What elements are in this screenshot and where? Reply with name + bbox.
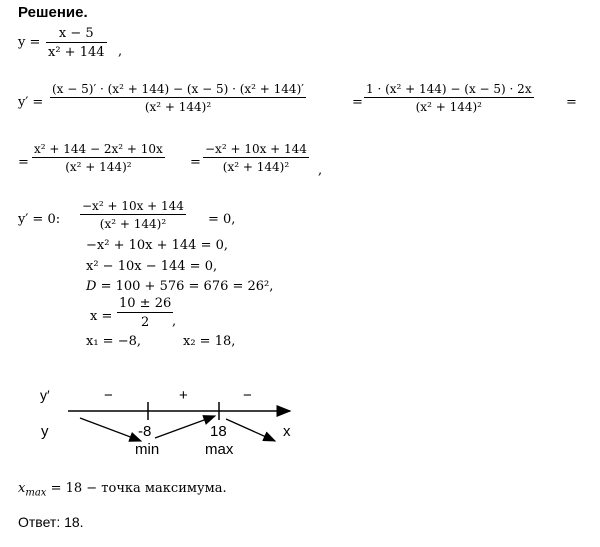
simplified-fraction-2 <box>203 142 309 174</box>
point-minus-8: -8 <box>138 423 152 440</box>
fraction-bar <box>364 97 534 98</box>
simplified-numerator-1: x² + 144 − 2x² + 10x <box>34 142 163 156</box>
equation-fraction <box>80 199 186 231</box>
equals-sign: = <box>566 95 577 110</box>
simplified-numerator-2: −x² + 10x + 144 <box>205 142 307 156</box>
simplified-fraction-1 <box>32 142 165 174</box>
answer: Ответ: 18. <box>18 514 84 530</box>
derivative-fraction-2 <box>364 82 534 114</box>
equation-numerator: −x² + 10x + 144 <box>82 199 184 213</box>
derivative-denominator-1: (x² + 144)² <box>144 100 212 114</box>
derivative-numerator-1: (x − 5)′ · (x² + 144) − (x − 5) · (x² + 144)′ <box>52 82 304 96</box>
derivative-fraction-1 <box>50 82 306 114</box>
function-numerator: x − 5 <box>58 26 94 41</box>
derivative-denominator-2: (x² + 144)² <box>415 100 482 114</box>
function-lhs: y = <box>18 35 41 50</box>
fraction-bar <box>46 42 107 43</box>
fraction-bar <box>50 97 306 98</box>
derivative-lhs: y′ = <box>18 95 44 110</box>
equation-line-3: x² − 10x − 144 = 0, <box>86 259 218 274</box>
result-variable: x <box>18 481 26 496</box>
fraction-bar <box>80 214 186 215</box>
fraction-bar <box>32 157 165 158</box>
equals-sign: = <box>190 155 201 170</box>
zero-condition: y′ = 0: <box>18 212 61 227</box>
sign-minus-2: − <box>243 387 252 404</box>
discriminant-line <box>86 279 273 294</box>
root-numerator: 10 ± 26 <box>119 296 172 311</box>
expression-tail: , <box>318 163 323 178</box>
root-tail: , <box>172 314 177 329</box>
point-18: 18 <box>210 423 227 440</box>
discriminant-value: = 100 + 576 = 676 = 26², <box>100 279 274 294</box>
y-label: y <box>41 423 49 440</box>
fraction-bar <box>117 312 173 313</box>
function-denominator: x² + 144 <box>48 45 105 60</box>
root-denominator: 2 <box>140 315 150 330</box>
yprime-label: y′ <box>40 387 50 403</box>
arrow-decreasing-2 <box>226 419 275 441</box>
arrow-decreasing-1 <box>80 418 141 441</box>
function-fraction <box>46 26 107 60</box>
function-tail: , <box>118 44 123 59</box>
result-subscript: max <box>25 487 47 499</box>
equals-sign: = <box>18 155 29 170</box>
sign-chart <box>0 378 600 458</box>
result-line <box>18 481 227 499</box>
root-x2: x₂ = 18, <box>183 334 236 349</box>
min-label: min <box>135 441 160 458</box>
max-label: max <box>205 441 234 458</box>
root-lhs: x = <box>90 309 113 324</box>
sign-plus: + <box>179 387 188 404</box>
arrow-increasing <box>155 416 215 438</box>
equation-line-2: −x² + 10x + 144 = 0, <box>86 238 228 253</box>
x-label: x <box>283 423 291 440</box>
equation-denominator: (x² + 144)² <box>99 217 167 231</box>
sign-minus-1: − <box>104 387 113 404</box>
solution-heading: Решение. <box>18 4 88 21</box>
simplified-denominator-2: (x² + 144)² <box>222 160 290 174</box>
root-x1: x₁ = −8, <box>86 334 141 349</box>
equals-sign: = <box>352 95 363 110</box>
simplified-denominator-1: (x² + 144)² <box>65 160 132 174</box>
result-text: = 18 − точка максимума. <box>50 481 227 496</box>
root-fraction <box>117 296 173 330</box>
discriminant-symbol: D <box>86 279 97 294</box>
fraction-bar <box>203 157 309 158</box>
derivative-numerator-2: 1 · (x² + 144) − (x − 5) · 2x <box>366 82 532 96</box>
equation-tail: = 0, <box>208 212 236 227</box>
